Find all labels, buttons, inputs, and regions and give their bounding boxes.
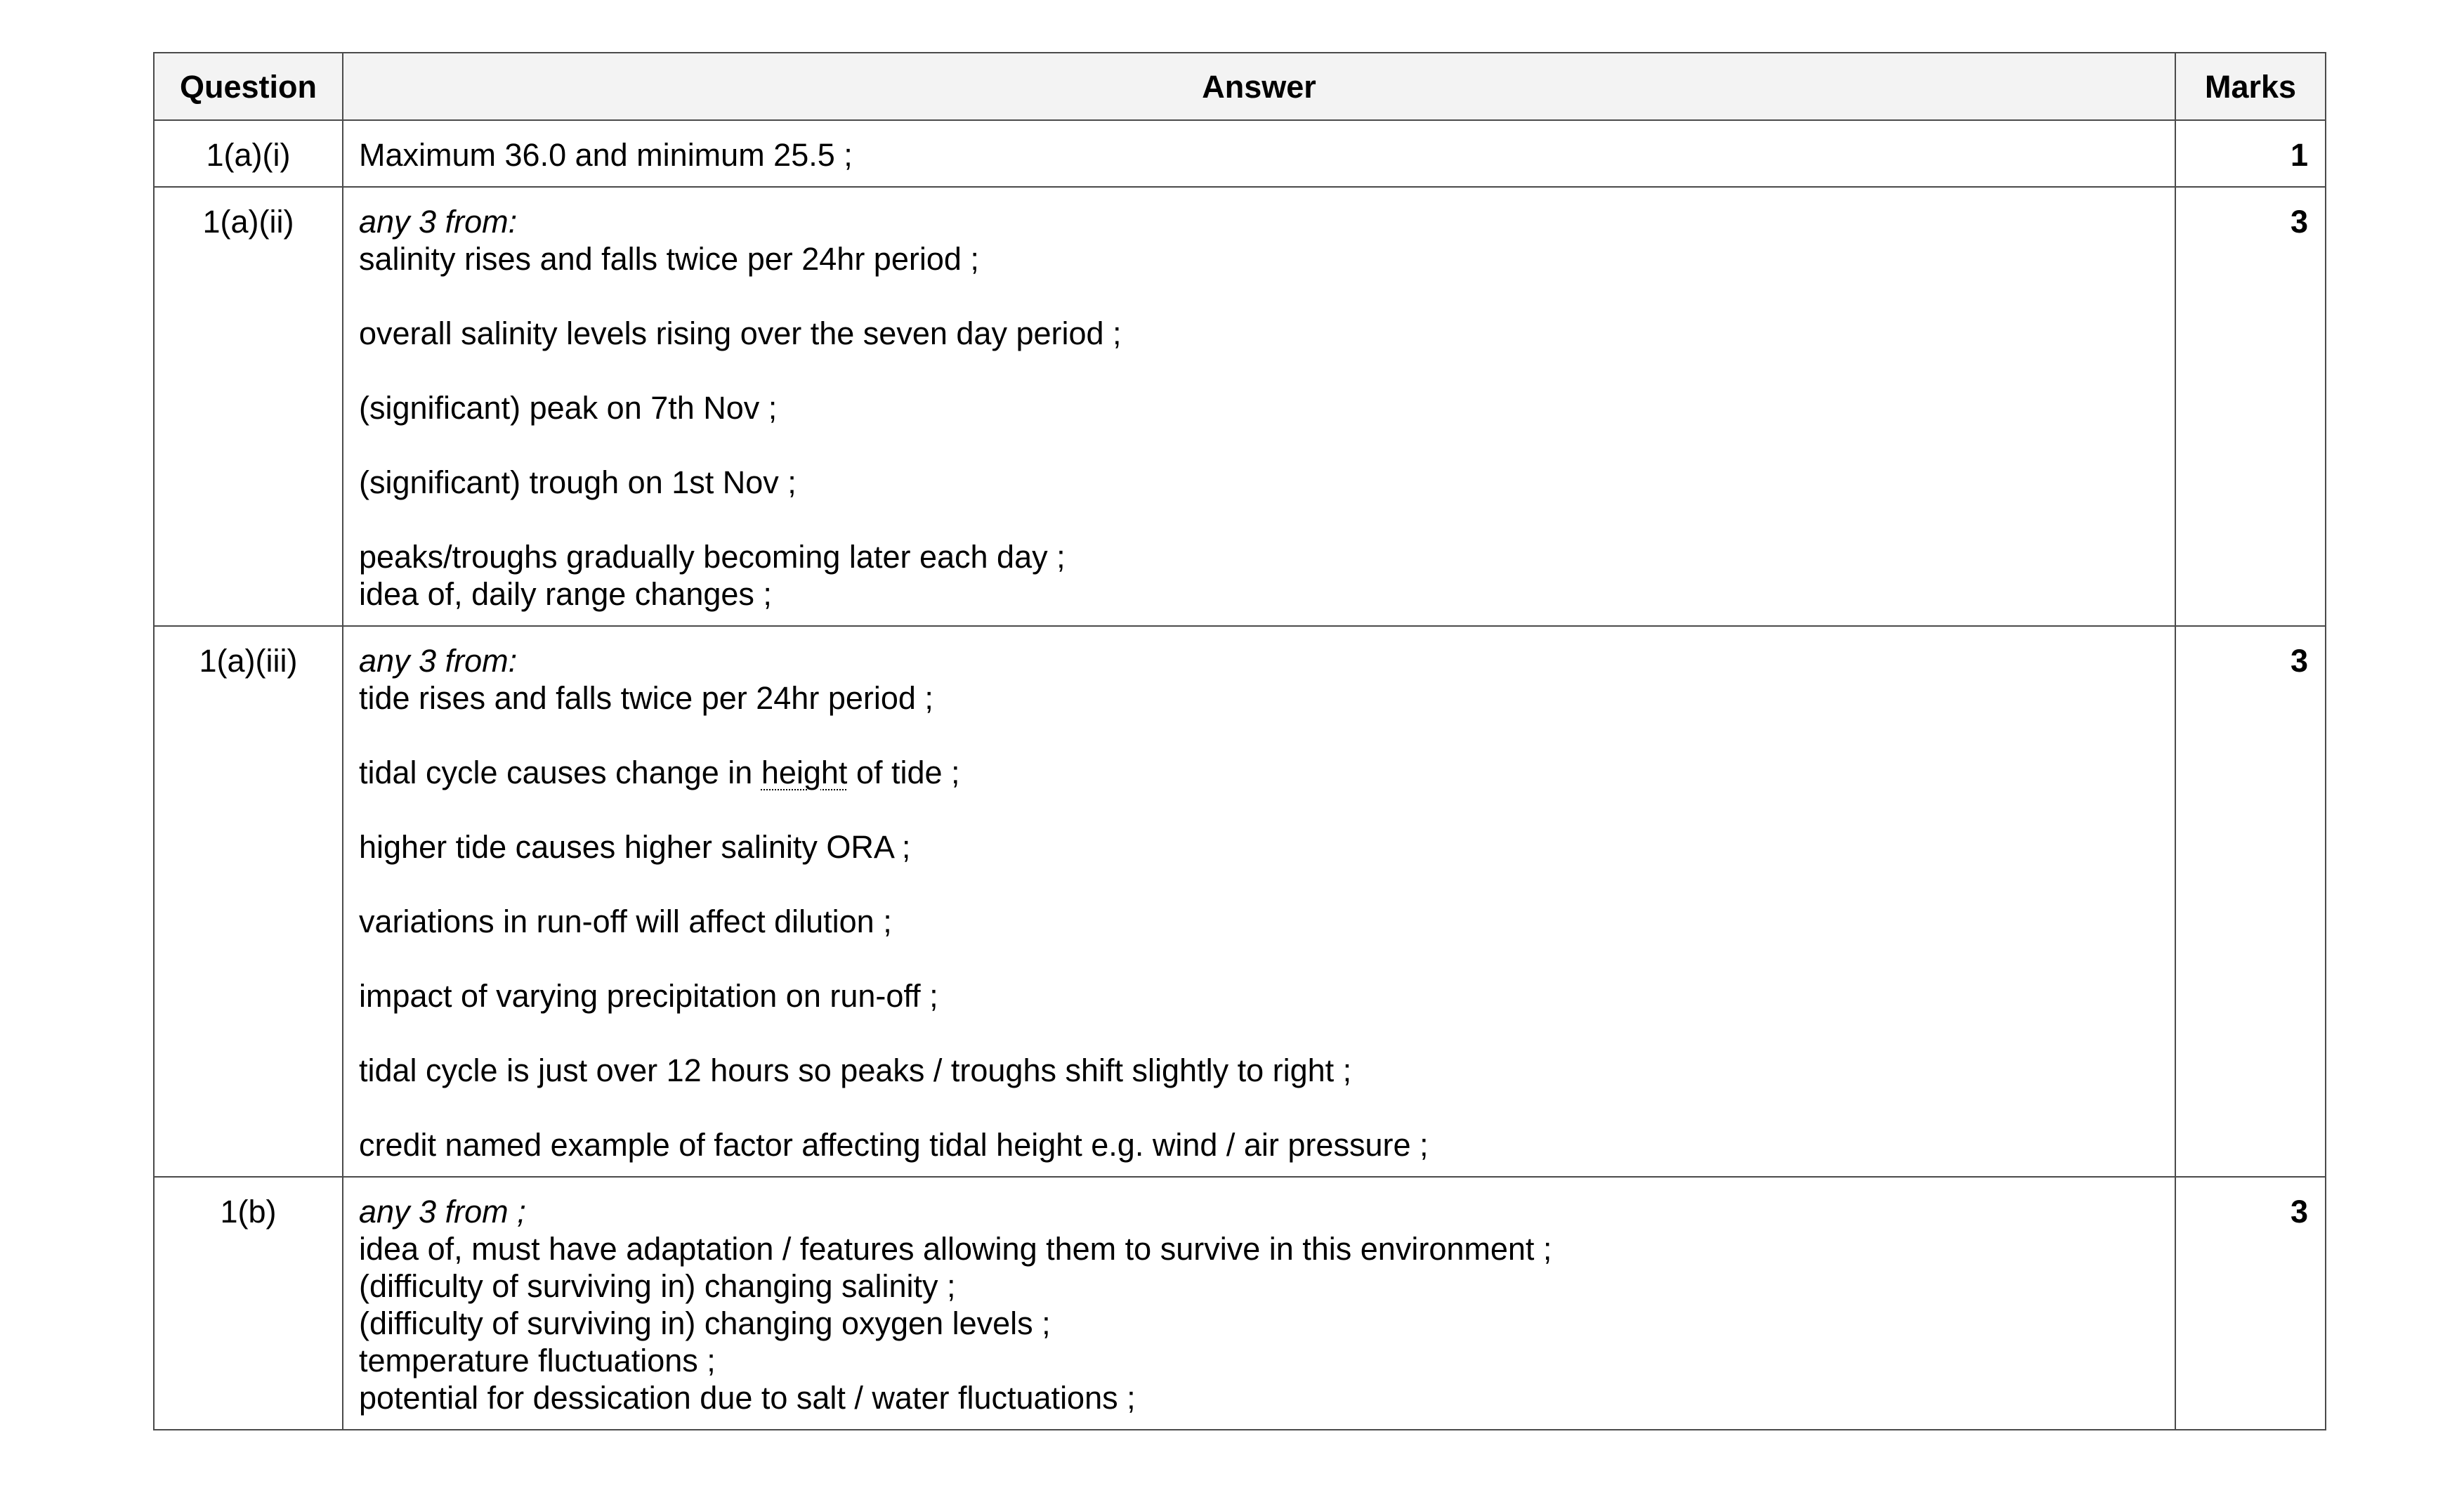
question-number: 1(a)(ii) <box>154 187 343 626</box>
answer-point: temperature fluctuations ; <box>359 1343 716 1378</box>
answer-column-header: Answer <box>343 53 2175 120</box>
answer-point: (difficulty of surviving in) changing salinity ; <box>359 1268 956 1304</box>
answer-point: (significant) trough on 1st Nov ; <box>359 464 797 500</box>
answer-intro: any 3 from ; <box>359 1194 526 1230</box>
answer-point: overall salinity levels rising over the seven day period ; <box>359 315 1122 351</box>
marks-value: 3 <box>2175 187 2326 626</box>
answer-point: credit named example of factor affecting tidal height e.g. wind / air pressure ; <box>359 1127 1429 1163</box>
answer-point: tide rises and falls twice per 24hr period ; <box>359 680 933 716</box>
answer-intro: any 3 from: <box>359 204 518 240</box>
table-row-1a-i <box>154 120 2326 187</box>
question-number: 1(a)(iii) <box>154 626 343 1177</box>
header-row <box>154 53 2326 120</box>
answer-text: Maximum 36.0 and minimum 25.5 ; <box>359 137 853 173</box>
answer-point: impact of varying precipitation on run-off ; <box>359 978 938 1014</box>
answer-cell <box>343 120 2175 187</box>
marks-column-header: Marks <box>2175 53 2326 120</box>
answer-point: (difficulty of surviving in) changing oxygen levels ; <box>359 1305 1051 1341</box>
underlined-keyword: height <box>761 755 848 790</box>
question-column-header: Question <box>154 53 343 120</box>
answer-point-text: tidal cycle causes change in <box>359 755 761 790</box>
answer-point: idea of, daily range changes ; <box>359 576 772 612</box>
answer-point: tidal cycle is just over 12 hours so peaks / troughs shift slightly to right ; <box>359 1052 1352 1088</box>
question-number: 1(b) <box>154 1177 343 1430</box>
answer-point-text: of tide ; <box>847 755 960 790</box>
marks-value: 3 <box>2175 626 2326 1177</box>
mark-scheme-table <box>153 52 2326 1430</box>
answer-cell <box>343 187 2175 626</box>
answer-point: (significant) peak on 7th Nov ; <box>359 390 778 426</box>
answer-point <box>359 754 2159 791</box>
answer-point: potential for dessication due to salt / water fluctuations ; <box>359 1380 1136 1416</box>
answer-point: peaks/troughs gradually becoming later each day ; <box>359 539 1066 575</box>
table-row-1a-iii <box>154 626 2326 1177</box>
marks-value: 3 <box>2175 1177 2326 1430</box>
answer-point: variations in run-off will affect dilution ; <box>359 904 892 939</box>
answer-cell <box>343 626 2175 1177</box>
answer-point: idea of, must have adaptation / features allowing them to survive in this environment ; <box>359 1231 1552 1267</box>
table-row-1b <box>154 1177 2326 1430</box>
question-number: 1(a)(i) <box>154 120 343 187</box>
answer-point: salinity rises and falls twice per 24hr period ; <box>359 241 979 277</box>
table-row-1a-ii <box>154 187 2326 626</box>
answer-point: higher tide causes higher salinity ORA ; <box>359 829 911 865</box>
marks-value: 1 <box>2175 120 2326 187</box>
answer-intro: any 3 from: <box>359 643 518 679</box>
answer-cell <box>343 1177 2175 1430</box>
